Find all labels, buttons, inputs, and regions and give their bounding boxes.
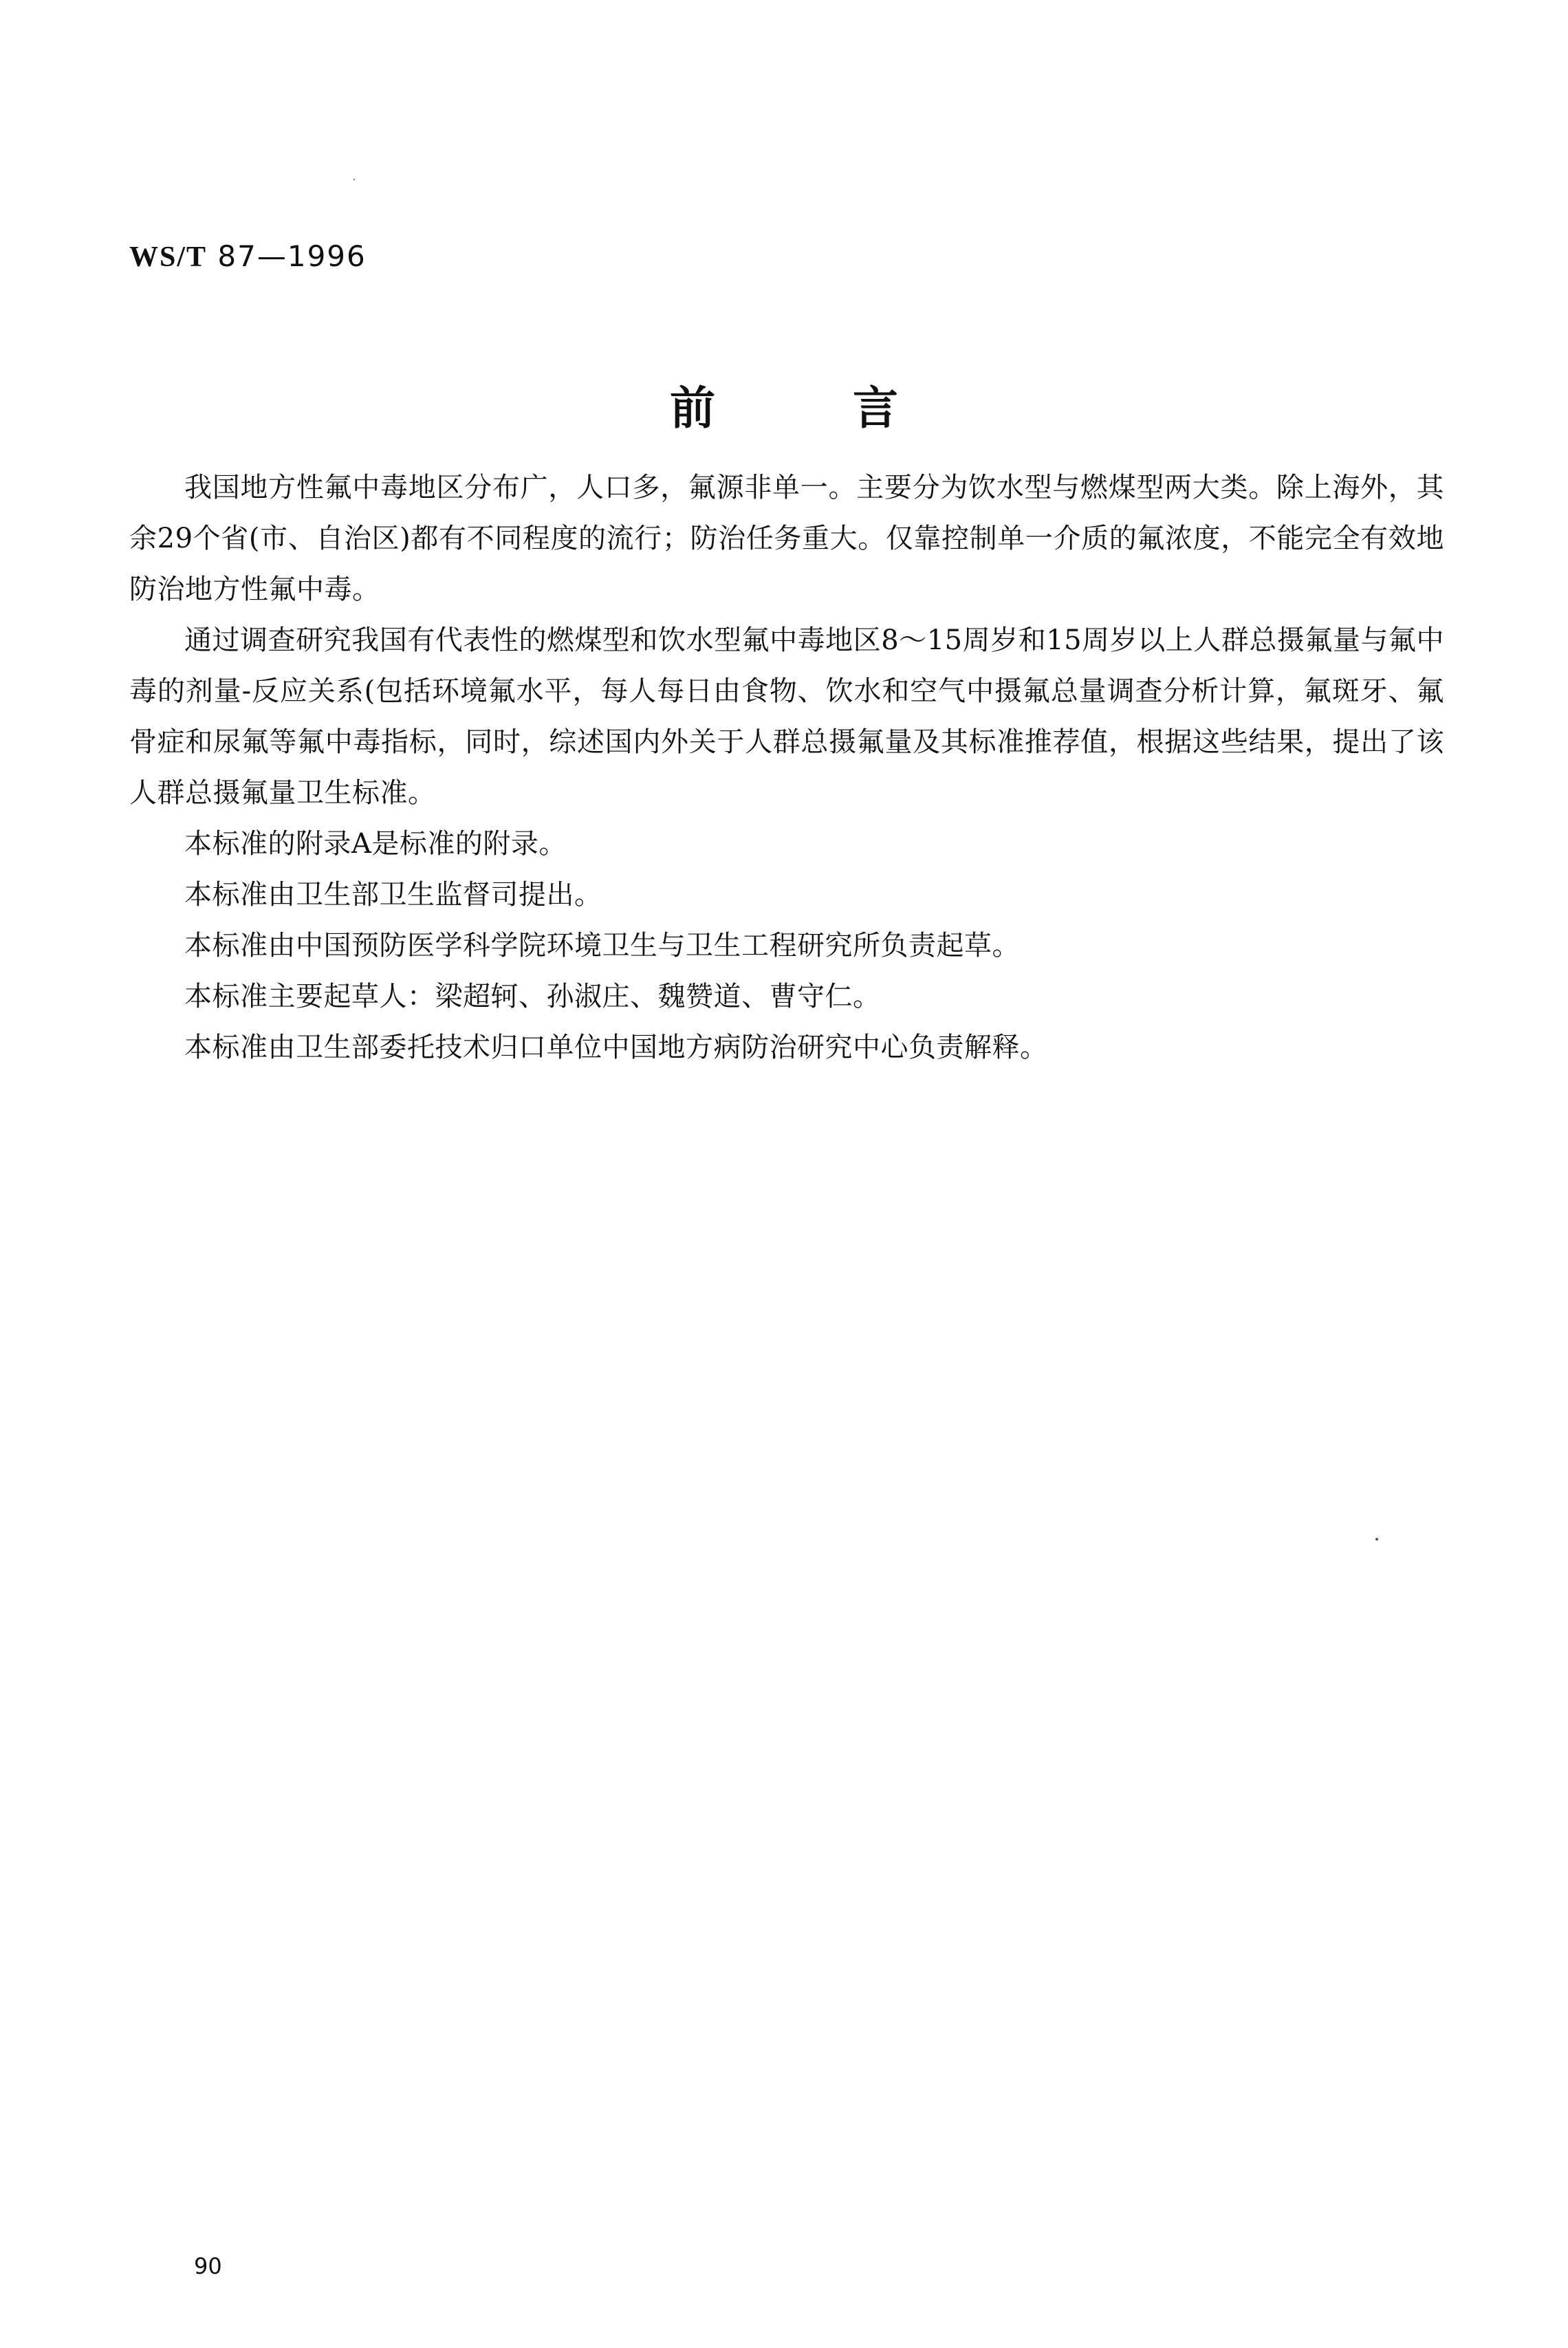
paragraph-appendix-note: 本标准的附录A是标准的附录。	[184, 828, 567, 860]
standard-code-number: 87—1996	[217, 239, 367, 273]
scan-speck	[353, 179, 355, 180]
paragraph-research: 通过调查研究我国有代表性的燃煤型和饮水型氟中毒地区8～15周岁和15周岁以上人群总摄氟量与氟中毒的剂量-反应关系(包括环境氟水平，每人每日由食物、饮水和空气中摄氟总量调查分析计算，氟斑牙、氟骨症和尿氟等氟中毒指标，同时，综述国内外关于人群总摄氟量及其标准推荐值，根据这些结果，提出了该人群总摄氟量卫生标准。	[129, 624, 1444, 809]
scan-speck	[1375, 1538, 1378, 1541]
paragraph-proposer: 本标准由卫生部卫生监督司提出。	[184, 879, 602, 911]
page-title: 前言	[670, 382, 1036, 435]
paragraph-drafters: 本标准主要起草人：梁超轲、孙淑庄、魏赞道、曹守仁。	[184, 981, 881, 1012]
standard-code-prefix: WS/T	[129, 241, 208, 273]
paragraph-intro: 我国地方性氟中毒地区分布广，人口多，氟源非单一。主要分为饮水型与燃煤型两大类。除上海外，其余29个省(市、自治区)都有不同程度的流行；防治任务重大。仅靠控制单一介质的氟浓度，不能完全有效地防治地方性氟中毒。	[129, 472, 1444, 605]
body-text	[129, 462, 1444, 1073]
paragraph-drafting-unit: 本标准由中国预防医学科学院环境卫生与卫生工程研究所负责起草。	[184, 930, 1020, 961]
page-number: 90	[194, 2253, 222, 2279]
paragraph-interpretation: 本标准由卫生部委托技术归口单位中国地方病防治研究中心负责解释。	[184, 1032, 1048, 1063]
standard-code	[129, 239, 367, 274]
